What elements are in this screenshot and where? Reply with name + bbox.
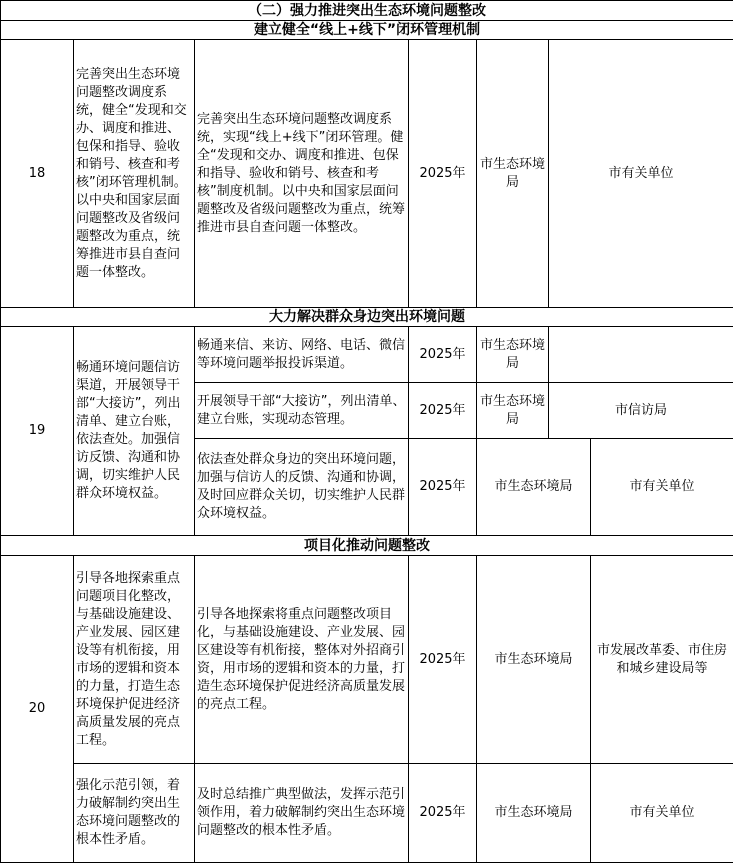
task-cell: 引导各地探索重点问题项目化整改，与基础设施建设、产业发展、园区建设等有机衔接，用市场的逻辑和资本的力量，打造生态环境保护促进经济高质量发展的亮点工程。 (74, 556, 195, 764)
row-number: 19 (1, 327, 74, 536)
table-row (1, 764, 733, 863)
group-title-row (1, 536, 733, 556)
group-title-row (1, 21, 733, 40)
measure-cell: 及时总结推广典型做法，发挥示范引领作用，着力破解制约突出生态环境问题整改的根本性矛盾。 (195, 764, 409, 863)
table-row (1, 327, 733, 383)
group-title: 项目化推动问题整改 (1, 536, 733, 556)
group-title-row (1, 308, 733, 327)
partner-unit-cell: 市有关单位 (591, 764, 733, 863)
section-title: （二）强力推进突出生态环境问题整改 (1, 1, 733, 21)
year-cell: 2025年 (409, 556, 477, 764)
task-cell: 强化示范引领，着力破解制约突出生态环境问题整改的根本性矛盾。 (74, 764, 195, 863)
section-title-row (1, 1, 733, 21)
task-cell: 畅通环境问题信访渠道，开展领导干部“大接访”，列出清单、建立台账，依法查处。加强信访反馈、沟通和协调，切实维护人民群众环境权益。 (74, 327, 195, 536)
partner-unit-cell (549, 327, 733, 383)
measure-cell: 完善突出生态环境问题整改调度系统，实现“线上+线下”闭环管理。健全“发现和交办、调度和推进、包保和指导、验收和销号、核查和考核”制度机制。以中央和国家层面问题整改及省级问题整改为重点，统筹推进市县自查问题一体整改。 (195, 40, 409, 308)
year-cell: 2025年 (409, 383, 477, 439)
group-title: 建立健全“线上+线下”闭环管理机制 (1, 21, 733, 40)
lead-unit-cell: 市生态环境局 (477, 556, 591, 764)
group-title: 大力解决群众身边突出环境问题 (1, 308, 733, 327)
year-cell: 2025年 (409, 439, 477, 536)
measure-cell: 引导各地探索将重点问题整改项目化，与基础设施建设、产业发展、园区建设等有机衔接，整体对外招商引资，用市场的逻辑和资本的力量，打造生态环境保护促进经济高质量发展的亮点工程。 (195, 556, 409, 764)
partner-unit-cell: 市信访局 (549, 383, 733, 439)
task-cell: 完善突出生态环境问题整改调度系统，健全“发现和交办、调度和推进、包保和指导、验收和销号、核查和考核”闭环管理机制。以中央和国家层面问题整改及省级问题整改为重点，统筹推进市县自查问题一体整改。 (74, 40, 195, 308)
year-cell: 2025年 (409, 327, 477, 383)
lead-unit-cell: 市生态环境局 (477, 383, 549, 439)
year-cell: 2025年 (409, 40, 477, 308)
measure-cell: 开展领导干部“大接访”，列出清单、建立台账，实现动态管理。 (195, 383, 409, 439)
partner-unit-cell: 市有关单位 (591, 439, 733, 536)
row-number: 18 (1, 40, 74, 308)
row-number: 20 (1, 556, 74, 863)
measure-cell: 畅通来信、来访、网络、电话、微信等环境问题举报投诉渠道。 (195, 327, 409, 383)
lead-unit-cell: 市生态环境局 (477, 40, 549, 308)
measure-cell: 依法查处群众身边的突出环境问题，加强与信访人的反馈、沟通和协调，及时回应群众关切，切实维护人民群众环境权益。 (195, 439, 409, 536)
lead-unit-cell: 市生态环境局 (477, 439, 591, 536)
lead-unit-cell: 市生态环境局 (477, 327, 549, 383)
table-row (1, 556, 733, 764)
partner-unit-cell: 市有关单位 (549, 40, 733, 308)
year-cell: 2025年 (409, 764, 477, 863)
lead-unit-cell: 市生态环境局 (477, 764, 591, 863)
partner-unit-cell: 市发展改革委、市住房和城乡建设局等 (591, 556, 733, 764)
table-row (1, 40, 733, 308)
